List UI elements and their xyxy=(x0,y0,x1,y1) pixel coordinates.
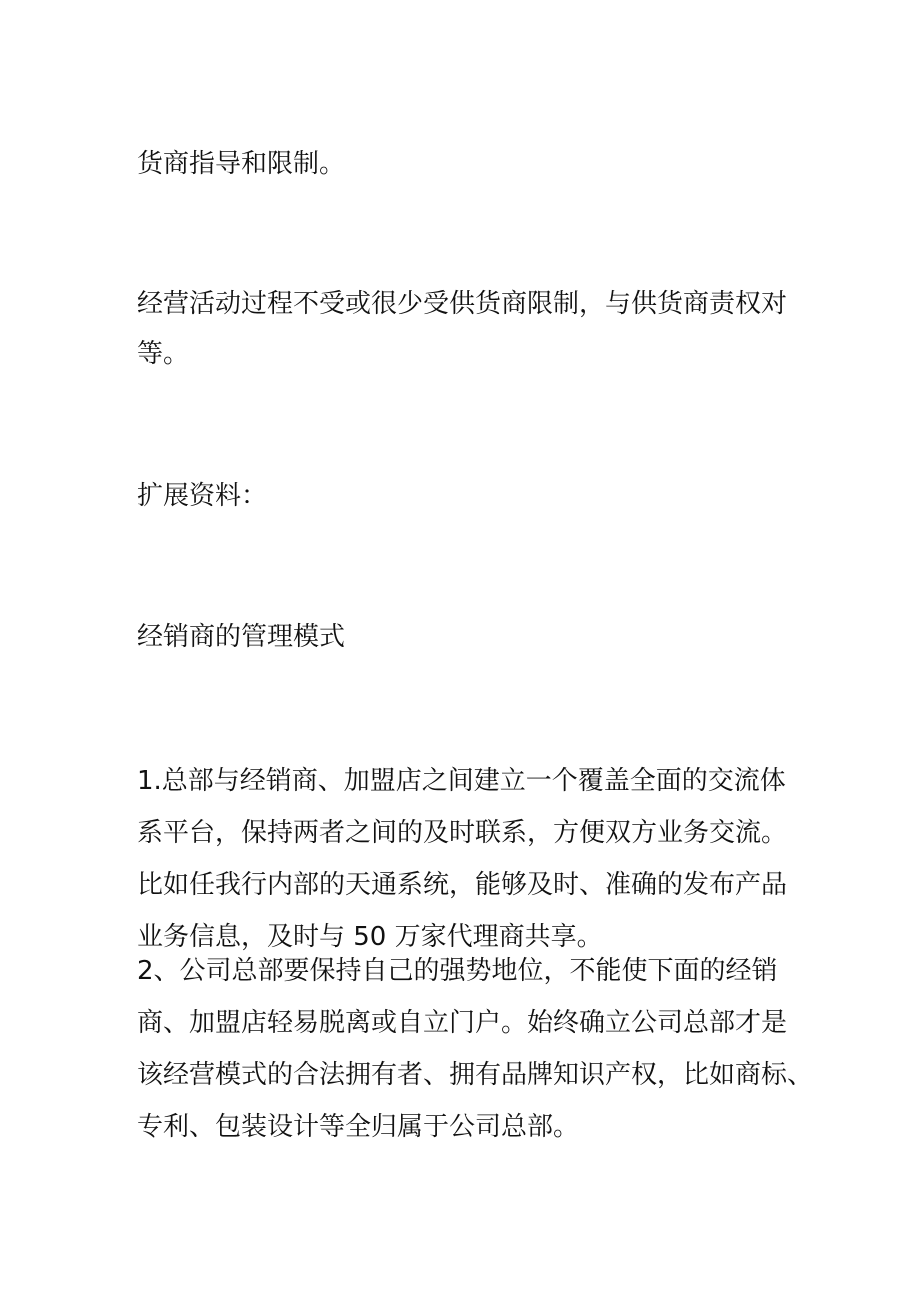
text-line: 货商指导和限制。 xyxy=(137,149,346,179)
text-line: 系平台，保持两者之间的及时联系，方便双方业务交流。 xyxy=(137,818,788,848)
text-line: 经销商的管理模式 xyxy=(137,622,346,652)
paragraph-point-2 xyxy=(137,945,814,1153)
paragraph-point-1 xyxy=(137,755,797,963)
text-line: 业务信息，及时与 50 万家代理商共享。 xyxy=(137,922,603,952)
text-line: 扩展资料： xyxy=(137,481,268,511)
text-line: 专利、包装设计等全归属于公司总部。 xyxy=(137,1112,580,1142)
paragraph-independent-operation xyxy=(137,279,797,379)
text-line: 该经营模式的合法拥有者、拥有品牌知识产权，比如商标、 xyxy=(137,1060,814,1090)
heading-dealer-management-model xyxy=(137,612,797,662)
text-line: 2、公司总部要保持自己的强势地位，不能使下面的经销 xyxy=(137,956,778,986)
text-line: 比如任我行内部的天通系统，能够及时、准确的发布产品 xyxy=(137,870,788,900)
text-line: 经营活动过程不受或很少受供货商限制，与供货商责权对 xyxy=(137,289,788,319)
text-line: 商、加盟店轻易脱离或自立门户。始终确立公司总部才是 xyxy=(137,1008,788,1038)
text-line: 1.总部与经销商、加盟店之间建立一个覆盖全面的交流体 xyxy=(137,766,786,796)
paragraph-supplier-guidance xyxy=(137,139,797,189)
heading-extended-material xyxy=(137,471,797,521)
text-line: 等。 xyxy=(137,339,190,369)
